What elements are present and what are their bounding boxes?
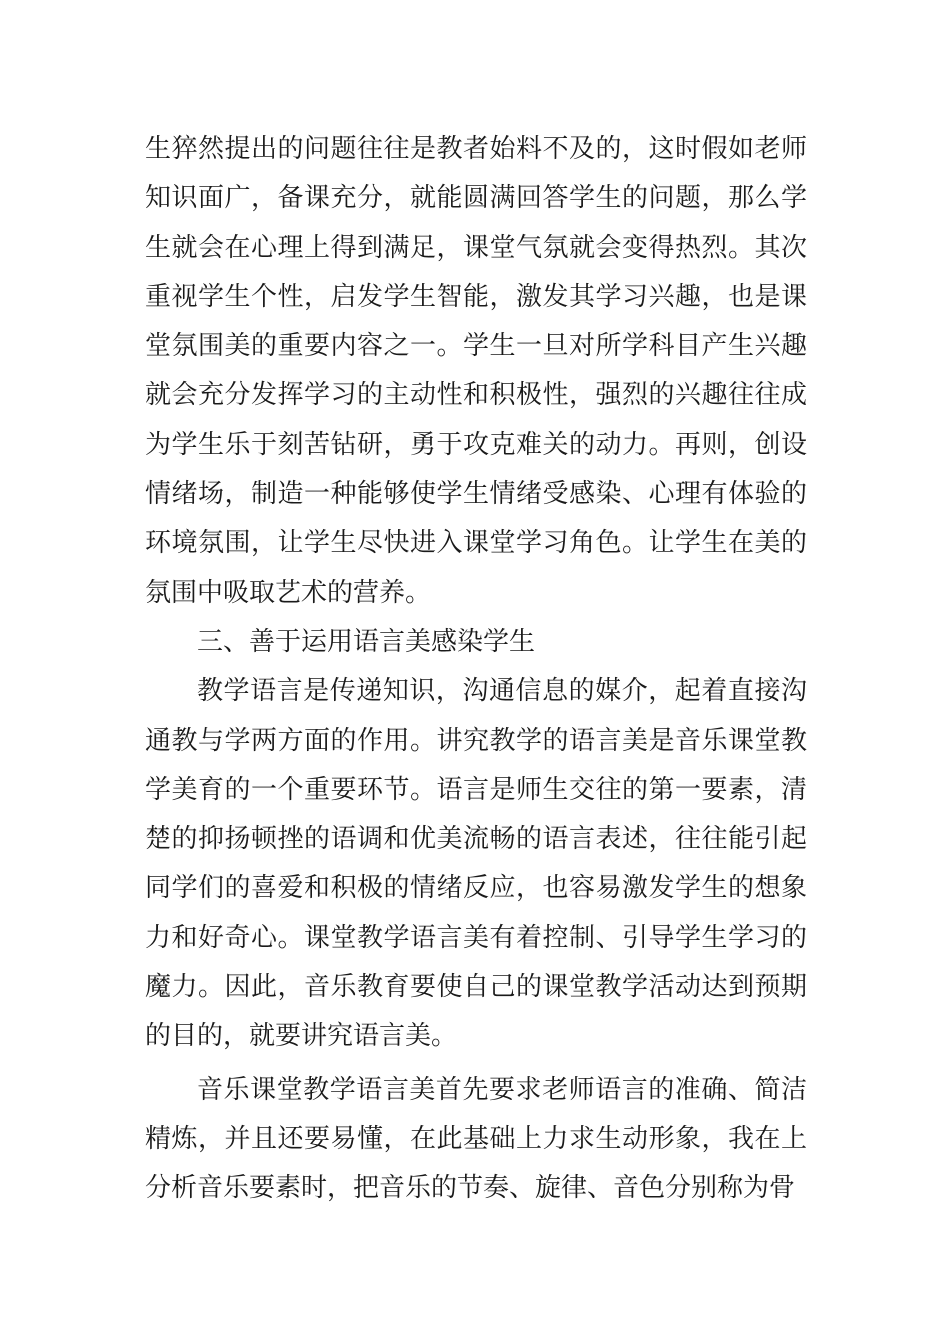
paragraph-language-requirements: 音乐课堂教学语言美首先要求老师语言的准确、简洁精炼，并且还要易懂，在此基础上力求生动形象，我在上分析音乐要素时，把音乐的节奏、旋律、音色分别称为骨 bbox=[145, 1074, 807, 1204]
document-body bbox=[145, 125, 807, 1214]
section-heading: 三、善于运用语言美感染学生 bbox=[197, 626, 536, 657]
paragraph-teaching-language: 教学语言是传递知识，沟通信息的媒介，起着直接沟通教与学两方面的作用。讲究教学的语言美是音乐课堂教学美育的一个重要环节。语言是师生交往的第一要素，清楚的抑扬顿挫的语调和优美流畅的语言表述，往往能引起同学们的喜爱和积极的情绪反应，也容易激发学生的想象力和好奇心。课堂教学语言美有着控制、引导学生学习的魔力。因此，音乐教育要使自己的课堂教学活动达到预期的目的，就要讲究语言美。 bbox=[145, 676, 807, 1052]
paragraph-continuation: 生猝然提出的问题往往是教者始料不及的，这时假如老师知识面广，备课充分，就能圆满回答学生的问题，那么学生就会在心理上得到满足，课堂气氛就会变得热烈。其次重视学生个性，启发学生智能，激发其学习兴趣，也是课堂氛围美的重要内容之一。学生一旦对所学科目产生兴趣就会充分发挥学习的主动性和积极性，强烈的兴趣往往成为学生乐于刻苦钻研，勇于攻克难关的动力。再则，创设情绪场，制造一种能够使学生情绪受感染、心理有体验的环境氛围，让学生尽快进入课堂学习角色。让学生在美的氛围中吸取艺术的营养。 bbox=[145, 134, 807, 608]
